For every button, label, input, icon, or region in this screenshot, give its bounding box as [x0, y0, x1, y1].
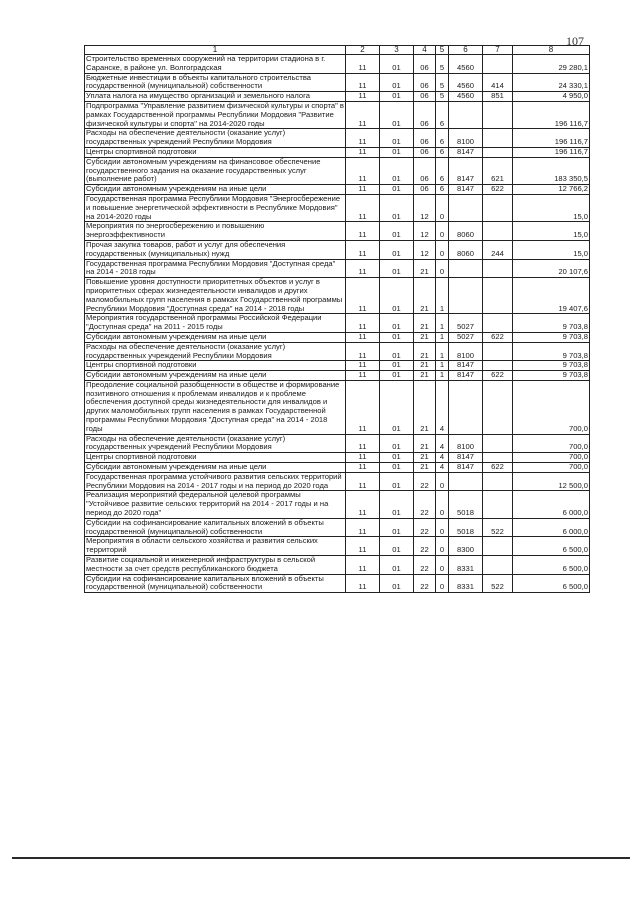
code-expense-type [483, 361, 513, 371]
row-amount: 700,0 [513, 434, 590, 453]
row-description: Субсидии автономным учреждениям на финансовое обеспечение государственного задания на оказание государственных услуг (выполнение работ) [85, 157, 346, 184]
code-program: 06 [414, 55, 436, 74]
table-header-row [85, 46, 590, 55]
table-row [85, 92, 590, 102]
table-row [85, 147, 590, 157]
code-subprogram: 6 [436, 157, 449, 184]
code-section: 01 [380, 361, 414, 371]
code-subprogram: 5 [436, 92, 449, 102]
row-description: Субсидии на софинансирование капитальных вложений в объекты государственной (муниципальной) собственности [85, 574, 346, 593]
column-header: 8 [513, 46, 590, 55]
code-ministry: 11 [346, 491, 380, 518]
table-row [85, 222, 590, 241]
code-subprogram: 6 [436, 129, 449, 148]
code-target: 5018 [449, 491, 483, 518]
code-ministry: 11 [346, 371, 380, 381]
code-program: 06 [414, 129, 436, 148]
code-expense-type [483, 147, 513, 157]
code-subprogram: 6 [436, 147, 449, 157]
table-row [85, 518, 590, 537]
code-ministry: 11 [346, 453, 380, 463]
row-amount: 29 280,1 [513, 55, 590, 74]
table-row [85, 371, 590, 381]
row-amount: 183 350,5 [513, 157, 590, 184]
code-program: 06 [414, 73, 436, 92]
row-amount: 700,0 [513, 380, 590, 434]
code-target: 5018 [449, 518, 483, 537]
row-description: Прочая закупка товаров, работ и услуг для обеспечения государственных (муниципальных) нужд [85, 240, 346, 259]
table-row [85, 278, 590, 314]
code-expense-type: 622 [483, 185, 513, 195]
table-row [85, 472, 590, 491]
code-program: 21 [414, 361, 436, 371]
code-ministry: 11 [346, 518, 380, 537]
code-ministry: 11 [346, 185, 380, 195]
code-ministry: 11 [346, 556, 380, 575]
code-subprogram: 5 [436, 55, 449, 74]
row-amount: 9 703,8 [513, 342, 590, 361]
code-section: 01 [380, 157, 414, 184]
code-ministry: 11 [346, 278, 380, 314]
code-section: 01 [380, 380, 414, 434]
code-expense-type [483, 342, 513, 361]
code-subprogram: 1 [436, 314, 449, 333]
code-subprogram: 0 [436, 472, 449, 491]
code-expense-type: 851 [483, 92, 513, 102]
code-program: 06 [414, 101, 436, 128]
code-target: 8300 [449, 537, 483, 556]
code-expense-type: 522 [483, 518, 513, 537]
code-target: 8147 [449, 463, 483, 473]
table-row [85, 380, 590, 434]
code-subprogram: 4 [436, 380, 449, 434]
code-program: 06 [414, 92, 436, 102]
code-section: 01 [380, 463, 414, 473]
code-section: 01 [380, 434, 414, 453]
code-subprogram: 0 [436, 259, 449, 278]
code-expense-type [483, 491, 513, 518]
code-ministry: 11 [346, 194, 380, 221]
code-section: 01 [380, 342, 414, 361]
code-target: 8100 [449, 434, 483, 453]
code-section: 01 [380, 55, 414, 74]
code-target: 8060 [449, 240, 483, 259]
budget-table [84, 45, 590, 593]
row-amount: 196 116,7 [513, 129, 590, 148]
table-row [85, 55, 590, 74]
code-expense-type [483, 222, 513, 241]
table-row [85, 574, 590, 593]
code-section: 01 [380, 574, 414, 593]
code-expense-type [483, 259, 513, 278]
code-subprogram: 4 [436, 434, 449, 453]
code-target: 4560 [449, 92, 483, 102]
row-amount: 6 000,0 [513, 491, 590, 518]
column-header: 5 [436, 46, 449, 55]
row-description: Бюджетные инвестиции в объекты капитального строительства государственной (муниципальной) собственности [85, 73, 346, 92]
code-section: 01 [380, 259, 414, 278]
row-amount: 19 407,6 [513, 278, 590, 314]
row-amount: 15,0 [513, 194, 590, 221]
row-amount: 9 703,8 [513, 332, 590, 342]
column-header: 1 [85, 46, 346, 55]
code-program: 22 [414, 574, 436, 593]
code-subprogram: 0 [436, 194, 449, 221]
table-row [85, 185, 590, 195]
code-target: 8147 [449, 185, 483, 195]
code-program: 12 [414, 240, 436, 259]
code-program: 21 [414, 314, 436, 333]
code-target [449, 194, 483, 221]
code-program: 12 [414, 222, 436, 241]
row-description: Центры спортивной подготовки [85, 361, 346, 371]
code-ministry: 11 [346, 157, 380, 184]
row-amount: 12 500,0 [513, 472, 590, 491]
code-ministry: 11 [346, 147, 380, 157]
column-header: 3 [380, 46, 414, 55]
row-description: Субсидии автономным учреждениям на иные цели [85, 332, 346, 342]
code-section: 01 [380, 472, 414, 491]
table-row [85, 463, 590, 473]
code-target: 8100 [449, 342, 483, 361]
row-description: Расходы на обеспечение деятельности (оказание услуг) государственных учреждений Республики Мордовия [85, 434, 346, 453]
table-row [85, 361, 590, 371]
code-target: 8147 [449, 157, 483, 184]
table-row [85, 101, 590, 128]
row-amount: 15,0 [513, 222, 590, 241]
code-expense-type [483, 434, 513, 453]
code-ministry: 11 [346, 537, 380, 556]
code-section: 01 [380, 222, 414, 241]
code-ministry: 11 [346, 222, 380, 241]
code-subprogram: 0 [436, 556, 449, 575]
code-subprogram: 5 [436, 73, 449, 92]
code-expense-type [483, 55, 513, 74]
code-subprogram: 1 [436, 361, 449, 371]
code-ministry: 11 [346, 73, 380, 92]
code-ministry: 11 [346, 92, 380, 102]
code-expense-type [483, 278, 513, 314]
code-program: 21 [414, 434, 436, 453]
code-section: 01 [380, 556, 414, 575]
code-target: 8147 [449, 147, 483, 157]
code-expense-type [483, 129, 513, 148]
code-program: 21 [414, 342, 436, 361]
row-description: Субсидии автономным учреждениям на иные цели [85, 463, 346, 473]
code-ministry: 11 [346, 434, 380, 453]
code-ministry: 11 [346, 361, 380, 371]
code-section: 01 [380, 314, 414, 333]
code-section: 01 [380, 371, 414, 381]
row-description: Расходы на обеспечение деятельности (оказание услуг) государственных учреждений Республики Мордовия [85, 129, 346, 148]
code-target: 4560 [449, 55, 483, 74]
code-expense-type [483, 101, 513, 128]
row-description: Государственная программа Республики Мордовия "Доступная среда" на 2014 - 2018 годы [85, 259, 346, 278]
row-description: Центры спортивной подготовки [85, 453, 346, 463]
row-description: Мероприятия по энергосбережению и повышению энергоэффективности [85, 222, 346, 241]
row-description: Мероприятия в области сельского хозяйства и развития сельских территорий [85, 537, 346, 556]
code-program: 21 [414, 332, 436, 342]
code-expense-type: 244 [483, 240, 513, 259]
code-expense-type [483, 453, 513, 463]
row-amount: 9 703,8 [513, 371, 590, 381]
table-row [85, 194, 590, 221]
code-ministry: 11 [346, 129, 380, 148]
code-subprogram: 1 [436, 332, 449, 342]
row-description: Развитие социальной и инженерной инфраструктуры в сельской местности за счет средств республиканского бюджета [85, 556, 346, 575]
code-section: 01 [380, 101, 414, 128]
code-target [449, 380, 483, 434]
code-section: 01 [380, 194, 414, 221]
code-expense-type: 414 [483, 73, 513, 92]
code-subprogram: 1 [436, 278, 449, 314]
code-subprogram: 1 [436, 371, 449, 381]
column-header: 2 [346, 46, 380, 55]
code-expense-type [483, 537, 513, 556]
code-ministry: 11 [346, 463, 380, 473]
row-description: Субсидии автономным учреждениям на иные цели [85, 185, 346, 195]
code-expense-type [483, 556, 513, 575]
code-program: 22 [414, 491, 436, 518]
code-subprogram: 0 [436, 491, 449, 518]
code-target: 8147 [449, 371, 483, 381]
table-row [85, 491, 590, 518]
code-expense-type [483, 380, 513, 434]
code-ministry: 11 [346, 380, 380, 434]
table-row [85, 332, 590, 342]
code-target [449, 278, 483, 314]
code-section: 01 [380, 278, 414, 314]
code-expense-type: 622 [483, 332, 513, 342]
table-row [85, 434, 590, 453]
code-expense-type: 522 [483, 574, 513, 593]
code-section: 01 [380, 453, 414, 463]
code-section: 01 [380, 73, 414, 92]
row-amount: 24 330,1 [513, 73, 590, 92]
table-row [85, 342, 590, 361]
table-row [85, 314, 590, 333]
row-amount: 20 107,6 [513, 259, 590, 278]
table-row [85, 556, 590, 575]
code-section: 01 [380, 491, 414, 518]
code-section: 01 [380, 240, 414, 259]
column-header: 4 [414, 46, 436, 55]
code-subprogram: 0 [436, 240, 449, 259]
table-row [85, 157, 590, 184]
table-row [85, 73, 590, 92]
column-header: 7 [483, 46, 513, 55]
code-ministry: 11 [346, 472, 380, 491]
code-section: 01 [380, 129, 414, 148]
code-section: 01 [380, 92, 414, 102]
code-ministry: 11 [346, 314, 380, 333]
code-section: 01 [380, 185, 414, 195]
row-amount: 196 116,7 [513, 101, 590, 128]
code-section: 01 [380, 147, 414, 157]
code-target: 8147 [449, 361, 483, 371]
code-program: 22 [414, 537, 436, 556]
row-description: Повышение уровня доступности приоритетных объектов и услуг в приоритетных сферах жизнедеятельности инвалидов и других маломобильных групп населения в рамках Государственной программы Республики Мордовия "Доступная среда" на 2014 - 2018 годы [85, 278, 346, 314]
code-expense-type: 621 [483, 157, 513, 184]
code-program: 22 [414, 472, 436, 491]
row-description: Субсидии на софинансирование капитальных вложений в объекты государственной (муниципальной) собственности [85, 518, 346, 537]
row-amount: 15,0 [513, 240, 590, 259]
code-ministry: 11 [346, 332, 380, 342]
code-section: 01 [380, 537, 414, 556]
code-target: 8331 [449, 574, 483, 593]
code-ministry: 11 [346, 55, 380, 74]
code-expense-type: 622 [483, 371, 513, 381]
code-expense-type [483, 472, 513, 491]
code-target: 8331 [449, 556, 483, 575]
code-expense-type: 622 [483, 463, 513, 473]
code-program: 06 [414, 185, 436, 195]
code-subprogram: 0 [436, 222, 449, 241]
code-target: 8147 [449, 453, 483, 463]
code-subprogram: 0 [436, 574, 449, 593]
code-target: 5027 [449, 332, 483, 342]
row-description: Реализация мероприятий федеральной целевой программы "Устойчивое развитие сельских территорий на 2014 - 2017 годы и на период до 2020 года" [85, 491, 346, 518]
table-row [85, 537, 590, 556]
code-subprogram: 0 [436, 537, 449, 556]
row-amount: 4 950,0 [513, 92, 590, 102]
code-target [449, 259, 483, 278]
row-description: Преодоление социальной разобщенности в обществе и формирование позитивного отношения к проблемам инвалидов и к проблеме обеспечения доступной среды жизнедеятельности для инвалидов и других маломобильных групп населения в рамках Государственной программы Республики Мордовия "Доступная среда" на 2014 - 2018 годы [85, 380, 346, 434]
code-section: 01 [380, 332, 414, 342]
code-target: 4560 [449, 73, 483, 92]
row-description: Государственная программа Республики Мордовия "Энергосбережение и повышение энергетической эффективности в Республике Мордовия" на 2014-2020 годы [85, 194, 346, 221]
table-row [85, 240, 590, 259]
code-ministry: 11 [346, 101, 380, 128]
code-section: 01 [380, 518, 414, 537]
code-program: 12 [414, 194, 436, 221]
page-bottom-rule [12, 857, 630, 859]
code-expense-type [483, 314, 513, 333]
row-description: Субсидии автономным учреждениям на иные цели [85, 371, 346, 381]
row-amount: 9 703,8 [513, 314, 590, 333]
row-description: Строительство временных сооружений на территории стадиона в г. Саранске, в районе ул. Волгоградская [85, 55, 346, 74]
table-body [85, 55, 590, 593]
page-number: 107 [566, 34, 584, 48]
code-subprogram: 4 [436, 463, 449, 473]
row-amount: 196 116,7 [513, 147, 590, 157]
code-target: 8060 [449, 222, 483, 241]
row-description: Центры спортивной подготовки [85, 147, 346, 157]
code-subprogram: 4 [436, 453, 449, 463]
code-program: 06 [414, 157, 436, 184]
code-target: 5027 [449, 314, 483, 333]
row-description: Расходы на обеспечение деятельности (оказание услуг) государственных учреждений Республики Мордовия [85, 342, 346, 361]
code-program: 21 [414, 259, 436, 278]
table-row [85, 453, 590, 463]
code-program: 22 [414, 556, 436, 575]
code-program: 21 [414, 380, 436, 434]
code-program: 22 [414, 518, 436, 537]
row-amount: 6 500,0 [513, 537, 590, 556]
code-subprogram: 0 [436, 518, 449, 537]
table-row [85, 129, 590, 148]
code-target [449, 101, 483, 128]
row-amount: 6 000,0 [513, 518, 590, 537]
code-program: 21 [414, 371, 436, 381]
code-expense-type [483, 194, 513, 221]
row-description: Государственная программа устойчивого развития сельских территорий Республики Мордовия на 2014 - 2017 годы и на период до 2020 года [85, 472, 346, 491]
row-description: Подпрограмма "Управление развитием физической культуры и спорта" в рамках Государственной программы Республики Мордовия "Развитие физической культуры и спорта" на 2014-2020 годы [86, 101, 344, 128]
row-description: Мероприятия государственной программы Российской Федерации "Доступная среда" на 2011 - 2015 годы [85, 314, 346, 333]
code-subprogram: 6 [436, 185, 449, 195]
row-amount: 6 500,0 [513, 556, 590, 575]
row-amount: 9 703,8 [513, 361, 590, 371]
column-header: 6 [449, 46, 483, 55]
row-amount: 700,0 [513, 463, 590, 473]
row-amount: 12 766,2 [513, 185, 590, 195]
row-amount: 700,0 [513, 453, 590, 463]
code-program: 21 [414, 278, 436, 314]
row-description: Уплата налога на имущество организаций и земельного налога [85, 92, 346, 102]
code-ministry: 11 [346, 342, 380, 361]
code-target: 8100 [449, 129, 483, 148]
table-row [85, 259, 590, 278]
code-ministry: 11 [346, 574, 380, 593]
code-program: 21 [414, 463, 436, 473]
code-subprogram: 1 [436, 342, 449, 361]
code-ministry: 11 [346, 240, 380, 259]
code-program: 21 [414, 453, 436, 463]
row-amount: 6 500,0 [513, 574, 590, 593]
code-subprogram: 6 [436, 101, 449, 128]
code-program: 06 [414, 147, 436, 157]
code-target [449, 472, 483, 491]
code-ministry: 11 [346, 259, 380, 278]
